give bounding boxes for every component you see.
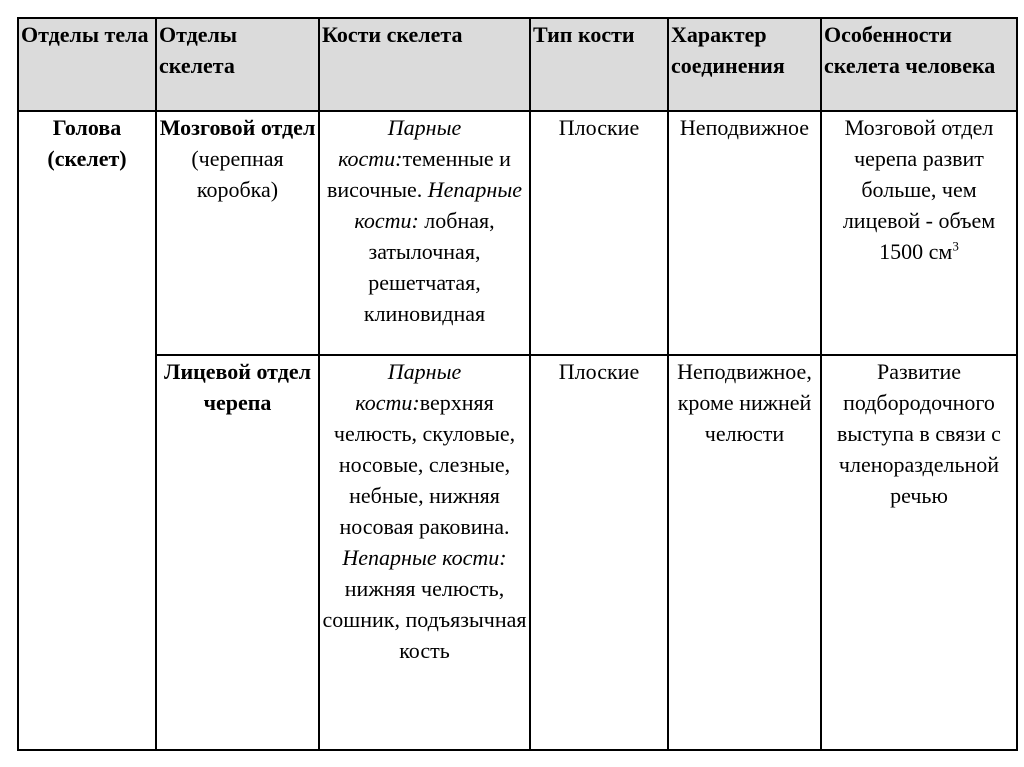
unpaired-bones-text: лобная, затылочная, решетчатая, клиновидная <box>363 208 495 326</box>
header-human-features: Особенности скелета человека <box>821 18 1017 111</box>
bones-cell <box>319 355 530 750</box>
header-body-parts: Отделы тела <box>18 18 156 111</box>
skeleton-part-note: (черепная коробка) <box>191 146 284 202</box>
unpaired-bones-text: нижняя челюсть, сошник, подъязычная кость <box>322 576 527 663</box>
table-row <box>18 111 1017 355</box>
header-skeleton-parts: Отделы скелета <box>156 18 319 111</box>
skeleton-part-cell: Лицевой отдел черепа <box>156 355 319 750</box>
header-connection-type: Характер соединения <box>668 18 821 111</box>
features-cell: Развитие подбородочного выступа в связи с членораздельной речью <box>821 355 1017 750</box>
table-row <box>18 355 1017 750</box>
unpaired-bones-label: Непарные кости: <box>354 177 522 233</box>
header-bone-type: Тип кости <box>530 18 668 111</box>
paired-bones-text: теменные и височные. <box>327 146 511 202</box>
header-skeleton-bones: Кости скелета <box>319 18 530 111</box>
paired-bones-label: Парные кости: <box>355 359 462 415</box>
paired-bones-label: Парные кости: <box>338 115 462 171</box>
features-text: Мозговой отдел черепа развит больше, чем лицевой - объем 1500 см <box>842 115 996 264</box>
connection-cell: Неподвижное, кроме нижней челюсти <box>668 355 821 750</box>
unpaired-bones-label: Непарные кости: <box>342 545 507 570</box>
connection-cell: Неподвижное <box>668 111 821 355</box>
header-row <box>18 18 1017 111</box>
skeleton-part-cell <box>156 111 319 355</box>
skeleton-part-title: Мозговой отдел <box>159 115 316 140</box>
paired-bones-text: верхняя челюсть, скуловые, носовые, слезные, небные, нижняя носовая раковина. <box>333 390 516 539</box>
features-superscript: 3 <box>952 238 959 254</box>
bone-type-cell: Плоские <box>530 355 668 750</box>
skeleton-table <box>17 17 1018 751</box>
body-part-cell: Голова (скелет) <box>18 111 156 750</box>
features-cell <box>821 111 1017 355</box>
bone-type-cell: Плоские <box>530 111 668 355</box>
bones-cell <box>319 111 530 355</box>
